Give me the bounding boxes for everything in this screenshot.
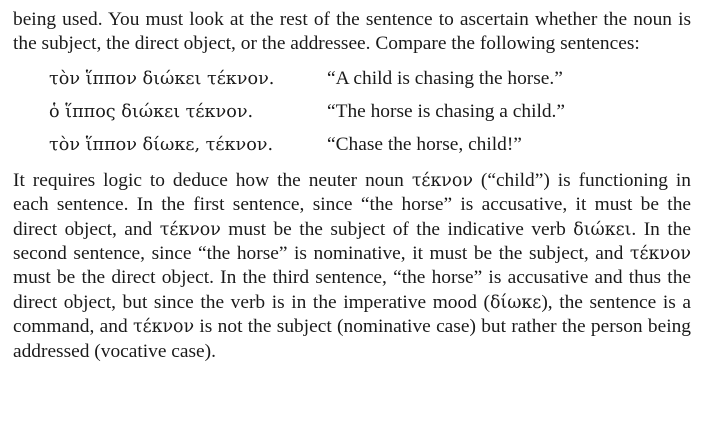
explanation-paragraph bbox=[13, 169, 691, 364]
example-row bbox=[13, 129, 691, 162]
greek-word: τέκνον bbox=[411, 170, 473, 191]
english-translation: “Chase the horse, child!” bbox=[327, 134, 522, 156]
greek-word: τέκνον bbox=[159, 219, 221, 240]
greek-sentence: τὸν ἵππον διώκει τέκνον. bbox=[49, 69, 275, 90]
text-segment: . In the second sentence, since “the horse” is nominative, it must be the subject, and bbox=[13, 218, 692, 265]
text-segment: It requires logic to deduce how the neuter noun bbox=[13, 169, 412, 191]
greek-word: δίωκε bbox=[489, 292, 542, 313]
greek-sentence: τὸν ἵππον δίωκε, τέκνον. bbox=[49, 135, 274, 156]
greek-word: τέκνον bbox=[132, 317, 195, 338]
example-row bbox=[13, 96, 691, 129]
example-row bbox=[13, 63, 691, 96]
text-segment: ), the sentence is a command, and bbox=[13, 291, 691, 338]
text-segment: must be the subject of the indicative verb bbox=[220, 218, 574, 240]
text-segment: (“child”) is functioning in each sentence. In the first sentence, since “the horse” is accusative, it must be the direct object, and bbox=[13, 169, 691, 240]
greek-sentence: ὁ ἵππος διώκει τέκνον. bbox=[49, 102, 254, 123]
greek-word: διώκει bbox=[573, 219, 632, 240]
intro-paragraph: being used. You must look at the rest of the sentence to ascertain whether the noun is the subject, the direct object, or the addressee. Compare the following sentences: bbox=[13, 9, 691, 55]
example-sentences bbox=[13, 63, 691, 162]
greek-word: τέκνον bbox=[629, 244, 691, 265]
text-segment: must be the direct object. In the third sentence, “the horse” is accusative and thus the direct object, but since the verb is in the imperative mood ( bbox=[13, 267, 691, 313]
english-translation: “The horse is chasing a child.” bbox=[327, 101, 565, 123]
text-segment: is not the subject (nominative case) but rather the person being addressed (vocative case). bbox=[13, 316, 691, 362]
english-translation: “A child is chasing the horse.” bbox=[327, 68, 563, 90]
